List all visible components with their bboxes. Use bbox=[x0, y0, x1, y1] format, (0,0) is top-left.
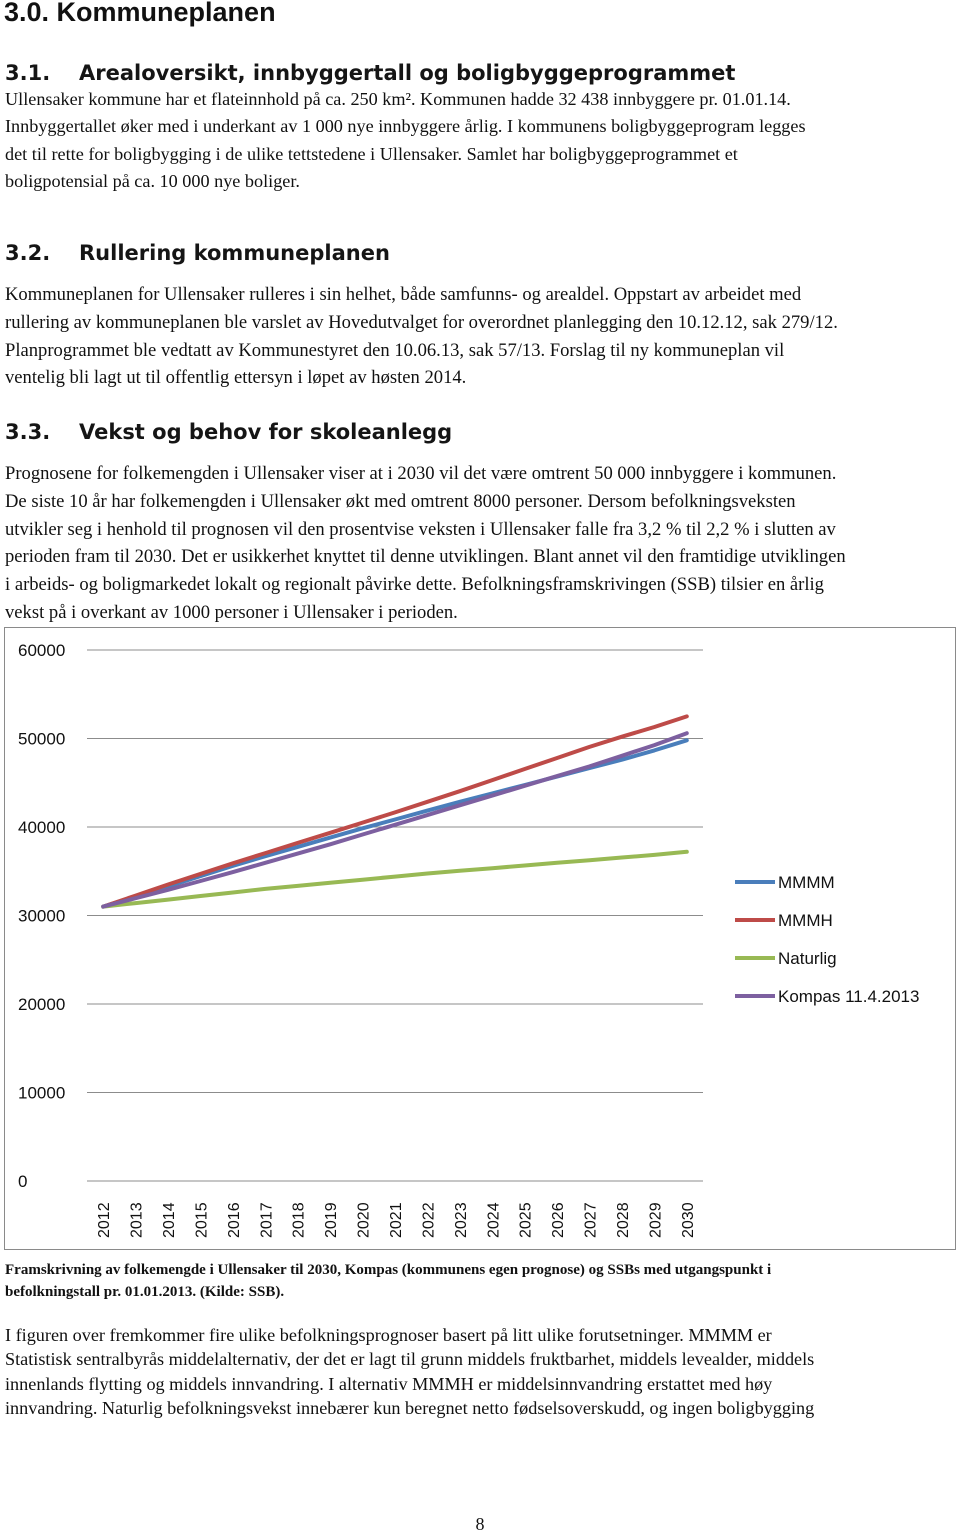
section-3-2-paragraph bbox=[5, 281, 953, 392]
caption-line: Framskrivning av folkemengde i Ullensaker til 2030, Kompas (kommunens egen prognose) og SSBs med utgangspunkt i bbox=[5, 1262, 772, 1278]
legend-label: MMMM bbox=[778, 873, 835, 892]
x-tick-label: 2014 bbox=[161, 1202, 179, 1238]
section-3-1-heading bbox=[5, 61, 735, 85]
x-tick-label: 2022 bbox=[420, 1202, 438, 1238]
chapter-heading: 3.0. Kommuneplanen bbox=[4, 0, 276, 27]
x-tick-label: 2030 bbox=[679, 1202, 697, 1238]
x-tick-label: 2019 bbox=[323, 1202, 341, 1238]
page-number: 8 bbox=[475, 1514, 485, 1534]
x-tick-label: 2025 bbox=[517, 1202, 535, 1238]
paragraph-line: perioden fram til 2030. Det er usikkerhet knyttet til denne utviklingen. Blant annet vil den framtidige utviklingen bbox=[5, 546, 846, 568]
section-title: Rullering kommuneplanen bbox=[79, 241, 390, 265]
paragraph-line: utvikler seg i henhold til prognosen vil den prosentvise veksten i Ullensaker falle fra 3,2 % til 2,2 % i slutten av bbox=[5, 518, 836, 540]
x-tick-label: 2026 bbox=[550, 1202, 568, 1238]
x-tick-label: 2024 bbox=[485, 1202, 503, 1238]
paragraph-line: Planprogrammet ble vedtatt av Kommunestyret den 10.06.13, sak 57/13. Forslag til ny kommuneplan vil bbox=[5, 339, 785, 361]
x-tick-label: 2018 bbox=[290, 1202, 308, 1238]
section-3-3-paragraph bbox=[5, 460, 953, 627]
paragraph-line: I figuren over fremkommer fire ulike befolkningsprognoser basert på litt ulike forutsetninger. MMMM er bbox=[5, 1325, 772, 1345]
x-tick-label: 2020 bbox=[355, 1202, 373, 1238]
x-tick-label: 2027 bbox=[582, 1202, 600, 1238]
section-title: Vekst og behov for skoleanlegg bbox=[79, 420, 453, 444]
section-number: 3.2. bbox=[5, 241, 51, 265]
paragraph-line: ventelig bli lagt ut til offentlig ettersyn i løpet av høsten 2014. bbox=[5, 367, 467, 389]
section-3-2-heading bbox=[5, 241, 390, 265]
x-tick-label: 2029 bbox=[647, 1202, 665, 1238]
x-tick-label: 2012 bbox=[96, 1202, 114, 1238]
y-tick-label: 0 bbox=[18, 1172, 28, 1191]
caption-line: befolkningstall pr. 01.01.2013. (Kilde: SSB). bbox=[5, 1284, 285, 1300]
paragraph-line: Innbyggertallet øker med i underkant av 1 000 nye innbyggere årlig. I kommunens boligbyggeprogram legges bbox=[5, 116, 806, 137]
paragraph-line: Ullensaker kommune har et flateinnhold på ca. 250 km². Kommunen hadde 32 438 innbyggere pr. 01.01.14. bbox=[5, 89, 791, 109]
legend-label: Kompas 11.4.2013 bbox=[778, 987, 920, 1006]
y-tick-label: 30000 bbox=[18, 906, 66, 926]
x-tick-label: 2021 bbox=[388, 1202, 405, 1238]
paragraph-line: rullering av kommuneplanen ble varslet av Hovedutvalget for overordnet planlegging den 10.12.12, sak 279/12. bbox=[5, 311, 838, 333]
legend-label: MMMH bbox=[778, 911, 833, 930]
y-tick-label: 10000 bbox=[18, 1083, 66, 1103]
x-tick-label: 2013 bbox=[128, 1202, 146, 1238]
x-tick-label: 2023 bbox=[452, 1202, 470, 1238]
y-tick-label: 50000 bbox=[18, 729, 66, 749]
figure-caption bbox=[5, 1259, 771, 1303]
x-tick-label: 2016 bbox=[225, 1202, 243, 1238]
section-3-3-heading bbox=[5, 420, 452, 444]
x-tick-label: 2017 bbox=[258, 1202, 276, 1238]
section-3-1-paragraph bbox=[5, 86, 953, 196]
y-tick-label: 40000 bbox=[18, 818, 66, 837]
paragraph-line: Prognosene for folkemengden i Ullensaker viser at i 2030 vil det være omtrent 50 000 innbyggere i kommunen. bbox=[5, 463, 837, 484]
y-tick-label: 60000 bbox=[18, 641, 66, 660]
paragraph-line: De siste 10 år har folkemengden i Ullensaker økt med omtrent 8000 personer. Dersom befolkningsveksten bbox=[5, 490, 796, 512]
section-number: 3.3. bbox=[5, 420, 51, 444]
paragraph-line: Kommuneplanen for Ullensaker rulleres i sin helhet, både samfunns- og arealdel. Oppstart av arbeidet med bbox=[5, 284, 802, 305]
paragraph-line: i arbeids- og boligmarkedet lokalt og regionalt påvirke dette. Befolkningsframskrivingen (SSB) tilsier en årlig bbox=[5, 574, 824, 596]
body-paragraph bbox=[5, 1323, 953, 1421]
legend-label: Naturlig bbox=[778, 949, 837, 968]
paragraph-line: innenlands flytting og middels innvandring. I alternativ MMMH er middelsinnvandring erstattet med høy bbox=[5, 1373, 773, 1394]
paragraph-line: boligpotensial på ca. 10 000 nye boliger. bbox=[5, 171, 300, 192]
section-number: 3.1. bbox=[5, 61, 51, 85]
x-tick-label: 2028 bbox=[614, 1202, 632, 1238]
paragraph-line: innvandring. Naturlig befolkningsvekst innebærer kun beregnet netto fødselsoverskudd, og ingen boligbygging bbox=[5, 1398, 815, 1419]
y-tick-label: 20000 bbox=[18, 995, 66, 1014]
paragraph-line: Statistisk sentralbyrås middelalternativ, der det er lagt til grunn middels fruktbarhet, middels levealder, middels bbox=[5, 1349, 815, 1370]
paragraph-line: det til rette for boligbygging i de ulike tettstedene i Ullensaker. Samlet har boligbyggeprogrammet et bbox=[5, 143, 738, 164]
x-tick-label: 2015 bbox=[193, 1202, 211, 1238]
chart-canvas bbox=[5, 628, 957, 1251]
population-chart bbox=[4, 627, 956, 1250]
section-title: Arealoversikt, innbyggertall og boligbyggeprogrammet bbox=[79, 61, 736, 85]
paragraph-line: vekst på i overkant av 1000 personer i Ullensaker i perioden. bbox=[5, 601, 458, 623]
